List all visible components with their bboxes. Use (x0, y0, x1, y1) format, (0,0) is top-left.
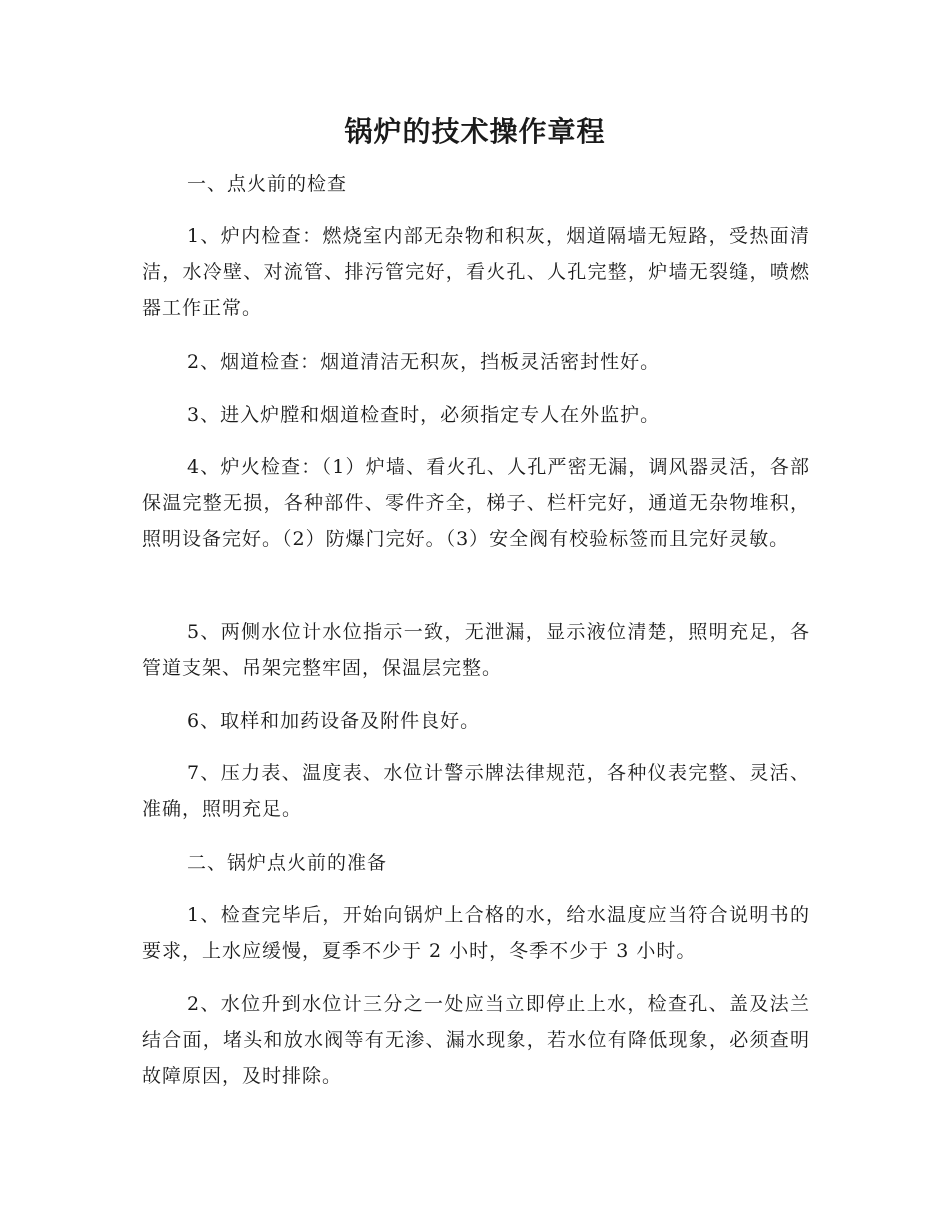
document-title: 锅炉的技术操作章程 (344, 115, 606, 148)
section-heading: 二、锅炉点火前的准备 (187, 852, 388, 874)
paragraph: 5、两侧水位计水位指示一致，无泄漏，显示液位清楚，照明充足，各管道支架、吊架完整牢固，保温层完整。 (142, 621, 810, 679)
paragraph: 4、炉火检查：（1）炉墙、看火孔、人孔严密无漏，调风器灵活，各部保温完整无损，各种部件、零件齐全，梯子、栏杆完好，通道无杂物堆积，照明设备完好。（2）防爆门完好。（3）安全阀有校验标签而且完好灵敏。 (142, 456, 810, 550)
paragraph: 1、检查完毕后，开始向锅炉上合格的水，给水温度应当符合说明书的要求，上水应缓慢，夏季不少于 2 小时，冬季不少于 3 小时。 (142, 904, 810, 962)
paragraph: 3、进入炉膛和烟道检查时，必须指定专人在外监护。 (187, 404, 661, 426)
paragraph: 7、压力表、温度表、水位计警示牌法律规范，各种仪表完整、灵活、准确，照明充足。 (142, 762, 810, 820)
paragraph: 6、取样和加药设备及附件良好。 (187, 710, 481, 732)
section-heading: 一、点火前的检查 (187, 173, 348, 195)
paragraph: 2、烟道检查：烟道清洁无积灰，挡板灵活密封性好。 (187, 351, 661, 373)
paragraph: 2、水位升到水位计三分之一处应当立即停止上水，检查孔、盖及法兰结合面，堵头和放水阀等有无渗、漏水现象，若水位有降低现象，必须查明故障原因，及时排除。 (142, 993, 810, 1087)
paragraph: 1、炉内检查：燃烧室内部无杂物和积灰，烟道隔墙无短路，受热面清洁，水冷壁、对流管、排污管完好，看火孔、人孔完整，炉墙无裂缝，喷燃器工作正常。 (142, 225, 810, 319)
